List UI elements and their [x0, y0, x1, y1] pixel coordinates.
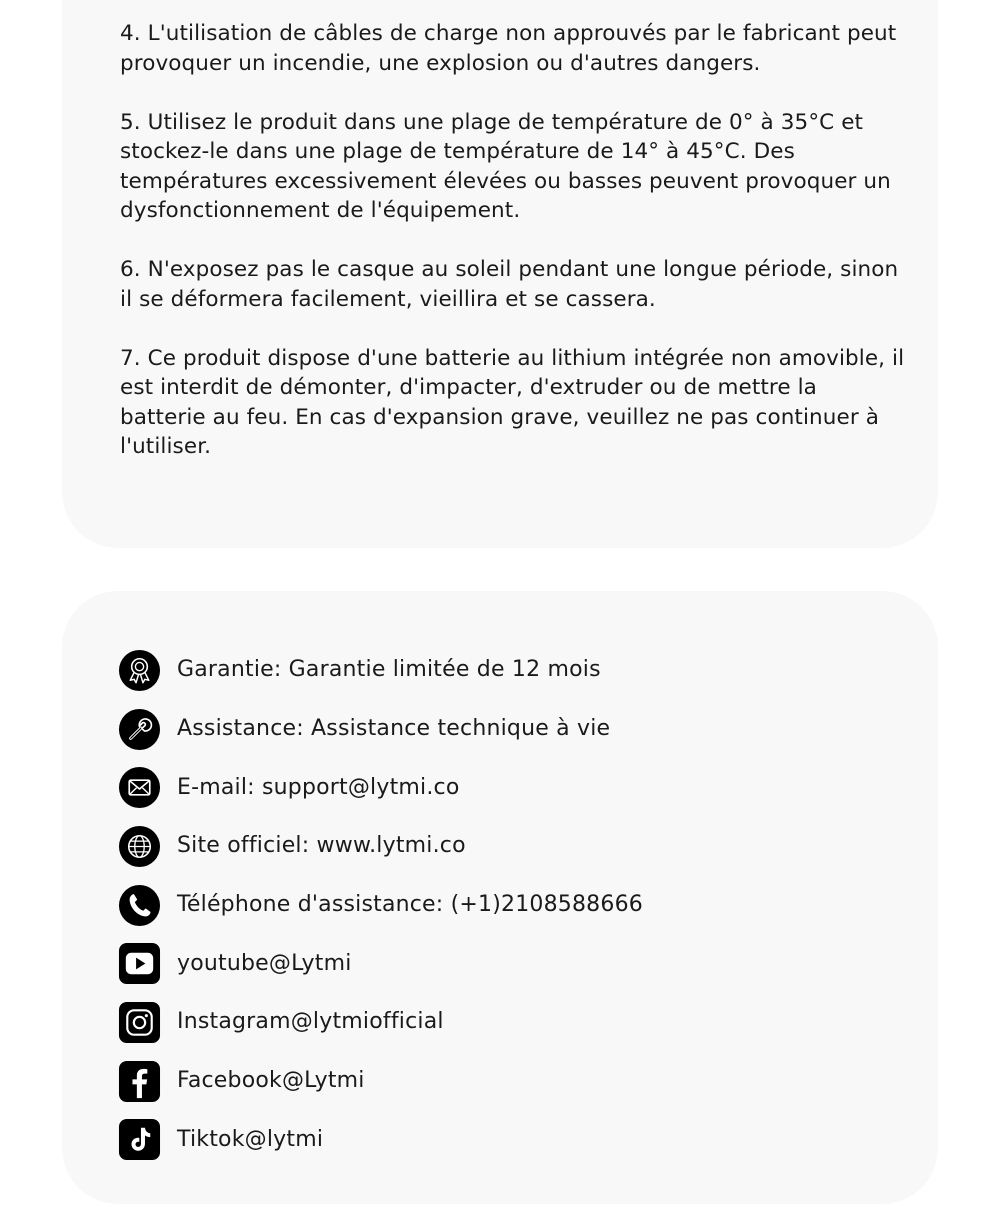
- contact-row-youtube: [118, 934, 908, 993]
- tiktok-icon: [118, 1118, 161, 1161]
- warning-item-5: 5. Utilisez le produit dans une plage de température de 0° à 35°C et stockez-le dans une plage de température de 14° à 45°C. Des températures excessivement élevées ou basses peuvent provoquer un dysfonctionnement de l'équipement.: [120, 109, 891, 223]
- contact-text: youtube@Lytmi: [177, 950, 352, 976]
- contact-text: Facebook@Lytmi: [177, 1068, 365, 1094]
- contact-row-email: [118, 758, 908, 817]
- contact-text: Tiktok@lytmi: [177, 1126, 324, 1152]
- contact-row-warranty: [118, 641, 908, 700]
- globe-icon: [118, 825, 161, 868]
- contact-row-tiktok: [118, 1111, 908, 1170]
- instagram-icon: [118, 1001, 161, 1044]
- phone-icon: [118, 884, 161, 927]
- facebook-icon: [118, 1060, 161, 1103]
- contact-text: E-mail: support@lytmi.co: [177, 774, 460, 800]
- contact-text: Site officiel: www.lytmi.co: [177, 833, 466, 859]
- contact-info-card: [62, 591, 938, 1204]
- contact-text: Téléphone d'assistance: (+1)2108588666: [177, 892, 643, 918]
- contact-row-phone: [118, 876, 908, 935]
- contact-text: Instagram@lytmiofficial: [177, 1009, 444, 1035]
- contact-row-assistance: [118, 700, 908, 759]
- contact-row-website: [118, 817, 908, 876]
- contact-text: Assistance: Assistance technique à vie: [177, 716, 611, 742]
- contact-row-facebook: [118, 1052, 908, 1111]
- contact-text: Garantie: Garantie limitée de 12 mois: [177, 657, 601, 683]
- contact-row-instagram: [118, 993, 908, 1052]
- warning-item-7: 7. Ce produit dispose d'une batterie au lithium intégrée non amovible, il est interdit de démonter, d'impacter, d'extruder ou de mettre la batterie au feu. En cas d'expansion grave, veuillez ne pas continuer à l'utiliser.: [120, 345, 905, 459]
- wrench-icon: [118, 708, 161, 751]
- warning-item-6: 6. N'exposez pas le casque au soleil pendant une longue période, sinon il se déformera facilement, vieillira et se cassera.: [120, 257, 899, 312]
- warranty-badge-icon: [118, 649, 161, 692]
- safety-warnings-card: [62, 0, 938, 548]
- warning-item-4: 4. L'utilisation de câbles de charge non approuvés par le fabricant peut provoquer un incendie, une explosion ou d'autres dangers.: [120, 21, 897, 76]
- youtube-icon: [118, 942, 161, 985]
- email-icon: [118, 766, 161, 809]
